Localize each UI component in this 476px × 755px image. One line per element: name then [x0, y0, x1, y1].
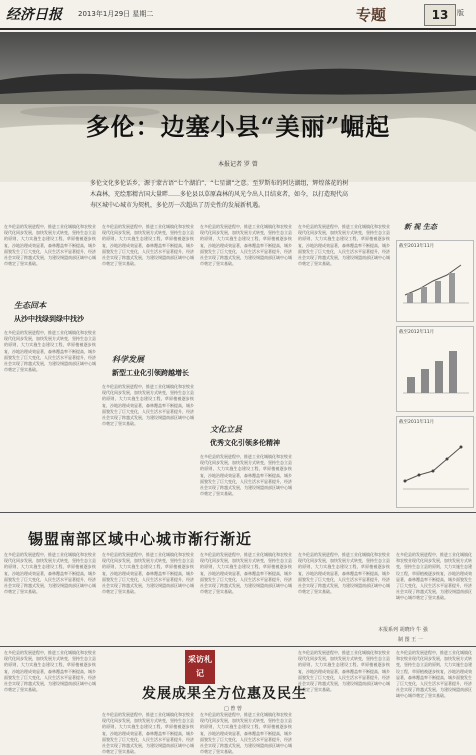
subsection-title: 从沙中找绿到绿中找沙 — [14, 314, 84, 323]
chart-graphic — [397, 251, 473, 311]
column-text: 在多伦县的发展进程中，推进工业化城镇化和农牧业现代化同步发展，加快发展方式转变，坚持生态立县的原则，大力实施生态建设工程，草原植被逐步恢复，沙地治理成效显著，森林覆盖率不断提高，城乡面貌发生了巨大变化，人民生活水平显著提升，经济社会实现了跨越式发展，为建设锡盟南部区域中心城市奠定了坚实基础。 — [396, 650, 472, 699]
column-text: 在多伦县的发展进程中，推进工业化城镇化和农牧业现代化同步发展，加快发展方式转变，坚持生态立县的原则，大力实施生态建设工程，草原植被逐步恢复，沙地治理成效显著，森林覆盖率不断提高，城乡面貌发生了巨大变化，人民生活水平显著提升，经济社会实现了跨越式发展，为建设锡盟南部区域中心城市奠定了坚实基础。 — [4, 330, 96, 373]
sidebar-chart — [396, 240, 474, 322]
lead-paragraph: 多伦文化多伦话乡，源于蒙古语“七个湖泊”、“七星湖”之意。至罗斯布的阿达湖组，辉煌落花的树木森林，充绘那精古国大量畔……多伦县以草原森林的风光令出人目结束者，如今，以打造现代高寿区城中心城市为契机，多伦历一次超出了历史性的发展新机遇。 — [90, 180, 349, 209]
subsection-tag: 科学发展 — [112, 354, 144, 364]
column-text: 在多伦县的发展进程中，推进工业化城镇化和农牧业现代化同步发展，加快发展方式转变，坚持生态立县的原则，大力实施生态建设工程，草原植被逐步恢复，沙地治理成效显著，森林覆盖率不断提高，城乡面貌发生了巨大变化，人民生活水平显著提升，经济社会实现了跨越式发展，为建设锡盟南部区域中心城市奠定了坚实基础。 — [200, 552, 292, 595]
sidebar-chart — [396, 326, 474, 412]
newspaper-logo: 经济日报 — [6, 7, 62, 23]
issue-date: 2013年1月29日 星期二 — [78, 10, 154, 18]
column-text: 在多伦县的发展进程中，推进工业化城镇化和农牧业现代化同步发展，加快发展方式转变，坚持生态立县的原则，大力实施生态建设工程，草原植被逐步恢复，沙地治理成效显著，森林覆盖率不断提高，城乡面貌发生了巨大变化，人民生活水平显著提升，经济社会实现了跨越式发展，为建设锡盟南部区域中心城市奠定了坚实基础。 — [200, 712, 292, 755]
subsection-title: 新型工业化引领跨越增长 — [112, 368, 189, 377]
chart-graphic — [397, 337, 473, 401]
third-headline: 发展成果全方位惠及民生 — [142, 686, 307, 702]
column-text: 在多伦县的发展进程中，推进工业化城镇化和农牧业现代化同步发展，加快发展方式转变，坚持生态立县的原则，大力实施生态建设工程，草原植被逐步恢复，沙地治理成效显著，森林覆盖率不断提高，城乡面貌发生了巨大变化，人民生活水平显著提升，经济社会实现了跨越式发展，为建设锡盟南部区域中心城市奠定了坚实基础。 — [4, 650, 96, 693]
main-headline: 多伦：边塞小县“美丽”崛起 — [85, 112, 391, 141]
third-byline: □ 曾 曾 — [224, 706, 242, 712]
column-text: 在多伦县的发展进程中，推进工业化城镇化和农牧业现代化同步发展，加快发展方式转变，坚持生态立县的原则，大力实施生态建设工程，草原植被逐步恢复，沙地治理成效显著，森林覆盖率不断提高，城乡面貌发生了巨大变化，人民生活水平显著提升，经济社会实现了跨越式发展，为建设锡盟南部区域中心城市奠定了坚实基础。 — [396, 552, 472, 601]
main-byline: 本报记者 罗 曾 — [218, 161, 258, 168]
chart-graphic — [397, 427, 473, 497]
page-number-suffix: 版 — [457, 9, 464, 17]
column-text: 在多伦县的发展进程中，推进工业化城镇化和农牧业现代化同步发展，加快发展方式转变，坚持生态立县的原则，大力实施生态建设工程，草原植被逐步恢复，沙地治理成效显著，森林覆盖率不断提高，城乡面貌发生了巨大变化，人民生活水平显著提升，经济社会实现了跨越式发展，为建设锡盟南部区域中心城市奠定了坚实基础。 — [298, 224, 390, 267]
subsection-tag: 文化立县 — [210, 424, 242, 434]
subsection-title: 优秀文化引领多伦精神 — [210, 438, 280, 447]
page-number: 13 — [424, 4, 456, 26]
designer-signature: 制 图 王 一 — [398, 637, 423, 643]
column-text: 在多伦县的发展进程中，推进工业化城镇化和农牧业现代化同步发展，加快发展方式转变，坚持生态立县的原则，大力实施生态建设工程，草原植被逐步恢复，沙地治理成效显著，森林覆盖率不断提高，城乡面貌发生了巨大变化，人民生活水平显著提升，经济社会实现了跨越式发展，为建设锡盟南部区域中心城市奠定了坚实基础。 — [102, 384, 194, 427]
chart-title: 截至2012年11月 — [399, 330, 435, 335]
header-rule — [0, 28, 476, 30]
chart-title: 截至2013年11月 — [399, 244, 435, 249]
section-title: 专题 — [356, 6, 387, 24]
column-text: 在多伦县的发展进程中，推进工业化城镇化和农牧业现代化同步发展，加快发展方式转变，坚持生态立县的原则，大力实施生态建设工程，草原植被逐步恢复，沙地治理成效显著，森林覆盖率不断提高，城乡面貌发生了巨大变化，人民生活水平显著提升，经济社会实现了跨越式发展，为建设锡盟南部区域中心城市奠定了坚实基础。 — [298, 650, 390, 693]
column-text: 在多伦县的发展进程中，推进工业化城镇化和农牧业现代化同步发展，加快发展方式转变，坚持生态立县的原则，大力实施生态建设工程，草原植被逐步恢复，沙地治理成效显著，森林覆盖率不断提高，城乡面貌发生了巨大变化，人民生活水平显著提升，经济社会实现了跨越式发展，为建设锡盟南部区域中心城市奠定了坚实基础。 — [102, 552, 194, 595]
column-text: 在多伦县的发展进程中，推进工业化城镇化和农牧业现代化同步发展，加快发展方式转变，坚持生态立县的原则，大力实施生态建设工程，草原植被逐步恢复，沙地治理成效显著，森林覆盖率不断提高，城乡面貌发生了巨大变化，人民生活水平显著提升，经济社会实现了跨越式发展，为建设锡盟南部区域中心城市奠定了坚实基础。 — [4, 552, 96, 595]
column-text: 在多伦县的发展进程中，推进工业化城镇化和农牧业现代化同步发展，加快发展方式转变，坚持生态立县的原则，大力实施生态建设工程，草原植被逐步恢复，沙地治理成效显著，森林覆盖率不断提高，城乡面貌发生了巨大变化，人民生活水平显著提升，经济社会实现了跨越式发展，为建设锡盟南部区域中心城市奠定了坚实基础。 — [102, 224, 194, 267]
interview-notes-tag: 采访札记 — [185, 650, 215, 684]
column-text: 在多伦县的发展进程中，推进工业化城镇化和农牧业现代化同步发展，加快发展方式转变，坚持生态立县的原则，大力实施生态建设工程，草原植被逐步恢复，沙地治理成效显著，森林覆盖率不断提高，城乡面貌发生了巨大变化，人民生活水平显著提升，经济社会实现了跨越式发展，为建设锡盟南部区域中心城市奠定了坚实基础。 — [4, 224, 96, 267]
subsection-tag: 生态回本 — [14, 300, 46, 310]
column-text: 在多伦县的发展进程中，推进工业化城镇化和农牧业现代化同步发展，加快发展方式转变，坚持生态立县的原则，大力实施生态建设工程，草原植被逐步恢复，沙地治理成效显著，森林覆盖率不断提高，城乡面貌发生了巨大变化，人民生活水平显著提升，经济社会实现了跨越式发展，为建设锡盟南部区域中心城市奠定了坚实基础。 — [102, 712, 194, 755]
sidebar-tag: 新 视 生态 — [404, 222, 437, 231]
column-text: 在多伦县的发展进程中，推进工业化城镇化和农牧业现代化同步发展，加快发展方式转变，坚持生态立县的原则，大力实施生态建设工程，草原植被逐步恢复，沙地治理成效显著，森林覆盖率不断提高，城乡面貌发生了巨大变化，人民生活水平显著提升，经济社会实现了跨越式发展，为建设锡盟南部区域中心城市奠定了坚实基础。 — [200, 454, 292, 497]
second-headline: 锡盟南部区域中心城市渐行渐近 — [28, 530, 253, 548]
section-divider — [0, 512, 476, 513]
chart-title: 截至2011年11月 — [399, 420, 435, 425]
column-text: 在多伦县的发展进程中，推进工业化城镇化和农牧业现代化同步发展，加快发展方式转变，坚持生态立县的原则，大力实施生态建设工程，草原植被逐步恢复，沙地治理成效显著，森林覆盖率不断提高，城乡面貌发生了巨大变化，人民生活水平显著提升，经济社会实现了跨越式发展，为建设锡盟南部区域中心城市奠定了坚实基础。 — [298, 552, 390, 595]
column-text: 在多伦县的发展进程中，推进工业化城镇化和农牧业现代化同步发展，加快发展方式转变，坚持生态立县的原则，大力实施生态建设工程，草原植被逐步恢复，沙地治理成效显著，森林覆盖率不断提高，城乡面貌发生了巨大变化，人民生活水平显著提升，经济社会实现了跨越式发展，为建设锡盟南部区域中心城市奠定了坚实基础。 — [200, 224, 292, 267]
sidebar-chart — [396, 416, 474, 508]
reporter-signature: 本报系列 胡晓玲 牛 强 — [378, 627, 428, 633]
section-divider — [0, 646, 476, 647]
